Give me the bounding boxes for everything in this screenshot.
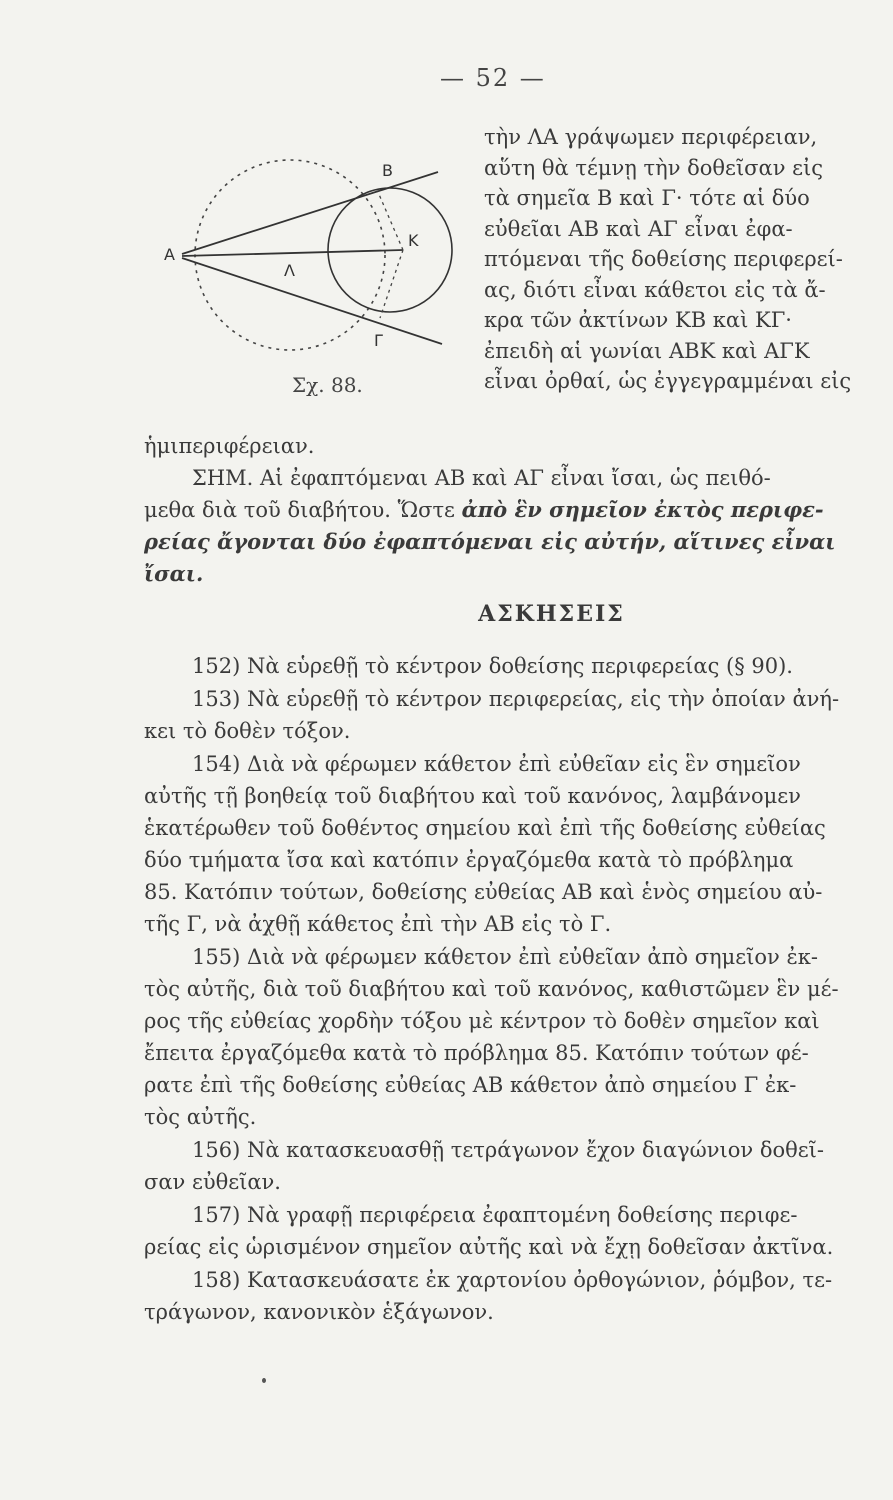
main-text [144,430,879,1329]
label-l: Λ [284,261,295,280]
exercise-156 [144,1134,879,1198]
text-line: εἶναι ὀρθαί, ὡς ἐγγεγραμμέναι εἰς [484,369,852,393]
radius-kb [378,192,403,250]
exercise-157 [144,1199,879,1263]
page-number: — 52 — [440,64,546,92]
exercise-line: 156) Νὰ κατασκευασθῇ τετράγωνον ἔχον διαγώνιον δοθεῖ- [192,1138,825,1162]
figure-caption: Σχ. 88. [292,373,363,397]
exercise-line: τῆς Γ, νὰ ἀχθῇ κάθετος ἐπὶ τὴν ΑΒ εἰς τὸ Γ. [144,912,612,936]
exercise-line: ρείας εἰς ὡρισμένον σημεῖον αὐτῆς καὶ νὰ ἔχῃ δοθεῖσαν ἀκτῖνα. [144,1235,834,1259]
exercise-line: 155) Διὰ νὰ φέρωμεν κάθετον ἐπὶ εὐθεῖαν ἀπὸ σημεῖον ἐκ- [192,945,818,969]
radius-kg [380,250,403,318]
exercise-line: 152) Νὰ εὑρεθῇ τὸ κέντρον δοθείσης περιφερείας (§ 90). [192,654,793,678]
exercise-152 [144,650,879,682]
exercise-line: 153) Νὰ εὑρεθῇ τὸ κέντρον περιφερείας, εἰς τὴν ὁποίαν ἀνή- [192,687,840,711]
note-line: ΣΗΜ. Αἱ ἐφαπτόμεναι ΑΒ καὶ ΑΓ εἶναι ἴσαι, ὡς πειθό- [192,466,771,490]
ink-speck [262,1378,266,1383]
segment-ak [182,250,403,256]
exercise-line: τὸς αὐτῆς. [144,1105,257,1129]
note-line [144,494,879,526]
exercise-line: ἔπειτα ἐργαζόμεθα κατὰ τὸ πρόβλημα 85. Κατόπιν τούτων φέ- [144,1041,809,1065]
exercise-line: δύο τμήματα ἴσα καὶ κατόπιν ἐργαζόμεθα κατὰ τὸ πρόβλημα [144,848,794,872]
label-g: Γ [374,331,383,350]
text-line: τὰ σημεῖα Β καὶ Γ· τότε αἱ δύο [484,186,810,210]
note-emphasis-line: ἴσαι. [144,561,204,586]
label-a: Α [164,245,175,264]
exercise-line: αὐτῆς τῇ βοηθείᾳ τοῦ διαβήτου καὶ τοῦ κανόνος, λαμβάνομεν [144,784,801,808]
exercise-line: 158) Κατασκευάσατε ἐκ χαρτονίου ὀρθογώνιον, ῥόμβον, τε- [192,1268,833,1292]
exercise-line: κει τὸ δοθὲν τόξον. [144,719,351,743]
label-b: Β [382,161,393,180]
exercise-158 [144,1264,879,1328]
exercise-line: τὸς αὐτῆς, διὰ τοῦ διαβήτου καὶ τοῦ κανόνος, καθιστῶμεν ἓν μέ- [144,977,839,1001]
exercise-line: ἑκατέρωθεν τοῦ δοθέντος σημείου καὶ ἐπὶ τῆς δοθείσης εὐθείας [144,816,826,840]
text-line: εὐθεῖαι ΑΒ καὶ ΑΓ εἶναι ἐφα- [484,216,793,241]
text-line: τὴν ΛΑ γράψωμεν περιφέρειαν, [484,125,818,149]
exercise-line: 154) Διὰ νὰ φέρωμεν κάθετον ἐπὶ εὐθεῖαν εἰς ἓν σημεῖον [192,752,801,776]
exercise-153 [144,683,879,747]
tangent-line-ag [182,258,442,344]
text-line: ας, διότι εἶναι κάθετοι εἰς τὰ ἄ- [484,277,826,302]
exercise-line: ρατε ἐπὶ τῆς δοθείσης εὐθείας ΑΒ κάθετον ἀπὸ σημείου Γ ἐκ- [144,1073,797,1097]
exercise-line: 157) Νὰ γραφῇ περιφέρεια ἐφαπτομένη δοθείσης περιφε- [192,1203,798,1227]
geometry-figure [160,150,470,410]
section-heading: ΑΣΚΗΣΕΙΣ [478,601,625,627]
note-emphasis: ἀπὸ ἓν σημεῖον ἐκτὸς περιφε- [461,497,824,522]
label-k: Κ [408,231,419,250]
exercise-line: τράγωνον, κανονικὸν ἑξάγωνον. [144,1300,494,1324]
exercise-line: σαν εὐθεῖαν. [144,1170,281,1194]
exercise-line: ρος τῆς εὐθείας χορδὴν τόξου μὲ κέντρον τὸ δοθὲν σημεῖον καὶ [144,1009,820,1033]
text-line: πτόμεναι τῆς δοθείσης περιφερεί- [484,247,843,271]
text-line: κρα τῶν ἀκτίνων ΚΒ καὶ ΚΓ· [484,308,792,332]
note-emphasis-line: ρείας ἄγονται δύο ἐφαπτόμεναι εἰς αὐτήν, αἵτινες εἶναι [144,529,836,554]
right-column-text [484,122,879,397]
exercise-line: 85. Κατόπιν τούτων, δοθείσης εὐθείας ΑΒ καὶ ἑνὸς σημείου αὐ- [144,880,823,904]
exercise-155 [144,941,879,1133]
note-plain-text: μεθα διὰ τοῦ διαβήτου. Ὥστε [144,498,455,522]
text-line: αὕτη θὰ τέμνῃ τὴν δοθεῖσαν εἰς [484,155,824,180]
continuation-line: ἡμιπεριφέρειαν. [144,434,315,458]
exercise-154 [144,748,879,940]
text-line: ἐπειδὴ αἱ γωνίαι ΑΒΚ καὶ ΑΓΚ [484,338,810,363]
